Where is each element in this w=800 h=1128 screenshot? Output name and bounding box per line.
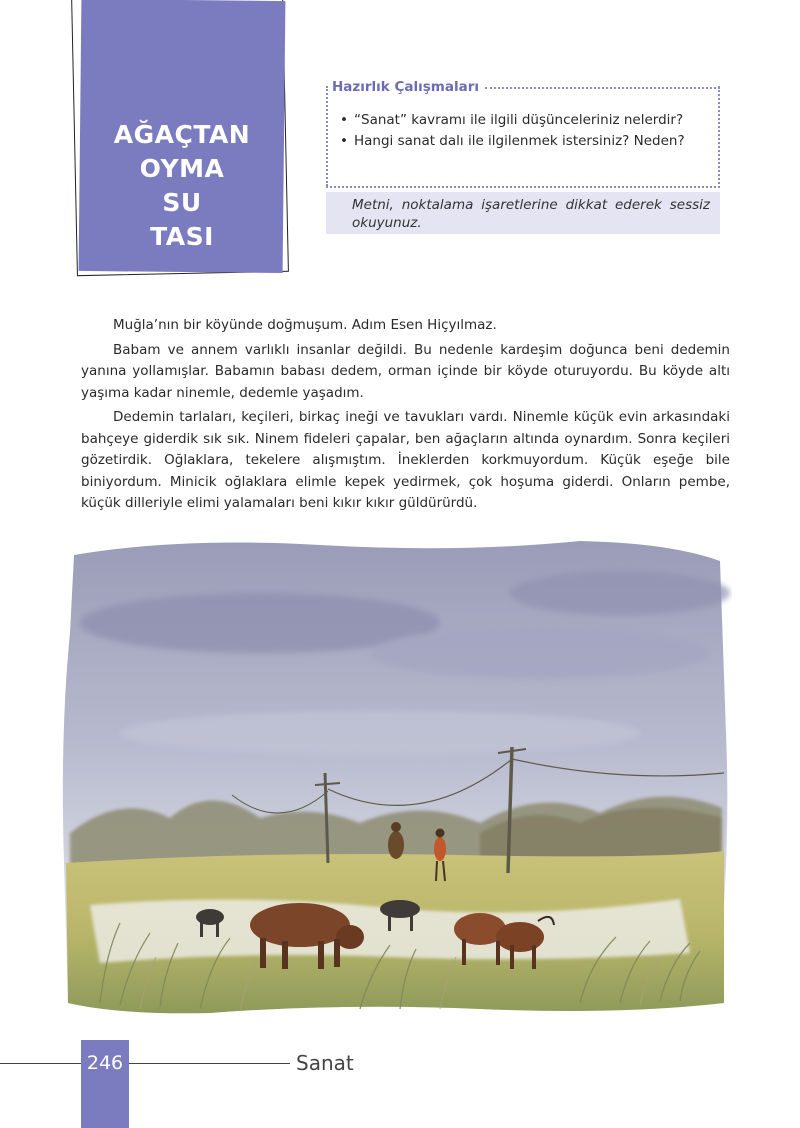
page-number: 246 <box>86 1052 124 1074</box>
bullet-icon: • <box>340 133 348 149</box>
list-item <box>340 131 712 152</box>
paragraph: Dedemin tarlaları, keçileri, birkaç ineği ve tavukları vardı. Ninemle küçük evin arkasındaki bahçeye giderdik sık sık. Ninem fideleri çapalar, ben ağaçların altında oynardım. Sonra keçileri gözetirdik. Oğlaklara, tekelere alışmıştım. İneklerden korkmuyordum. Küçük eşeğe bile biniyordum. Minicik oğlaklara elimle kepek yedirmek, çok hoşuma giderdi. Onların pembe, küçük dilleriyle elimi yalamaları beni kıkır kıkır güldürürdü. <box>81 409 730 511</box>
preparation-questions <box>340 110 712 152</box>
paragraph: Muğla’nın bir köyünde doğmuşum. Adım Esen Hiçyılmaz. <box>113 317 497 333</box>
paragraph: Babam ve annem varlıklı insanlar değildi. Bu nedenle kardeşim doğunca beni dedemin yanına yollamışlar. Babamın babası dedem, orman içinde bir köyde oturuyordu. Bu köyde altı yaşıma kadar ninemle, dedemle yaşadım. <box>81 341 730 401</box>
preparation-heading: Hazırlık Çalışmaları <box>332 79 485 95</box>
preparation-box-left-border <box>326 86 328 186</box>
title-line: OYMA <box>139 154 225 183</box>
title-line: SU <box>162 188 202 217</box>
story-text <box>81 315 730 518</box>
instruction-text: Metni, noktalama işaretlerine dikkat ederek sessiz okuyunuz. <box>352 197 710 231</box>
title-line: TASI <box>150 222 214 251</box>
section-name: Sanat <box>296 1051 354 1075</box>
footer-rule <box>0 1063 290 1064</box>
preparation-heading-row <box>332 76 720 98</box>
question-text: Hangi sanat dalı ile ilgilenmek istersiniz? Neden? <box>354 133 685 149</box>
village-watercolor-illustration <box>60 533 732 1017</box>
question-text: “Sanat” kavramı ile ilgili düşünceleriniz nelerdir? <box>354 112 684 128</box>
bullet-icon: • <box>340 112 348 128</box>
dotted-rule <box>485 87 720 89</box>
title-line: AĞAÇTAN <box>113 120 251 149</box>
lesson-title <box>80 118 284 254</box>
list-item <box>340 110 712 131</box>
